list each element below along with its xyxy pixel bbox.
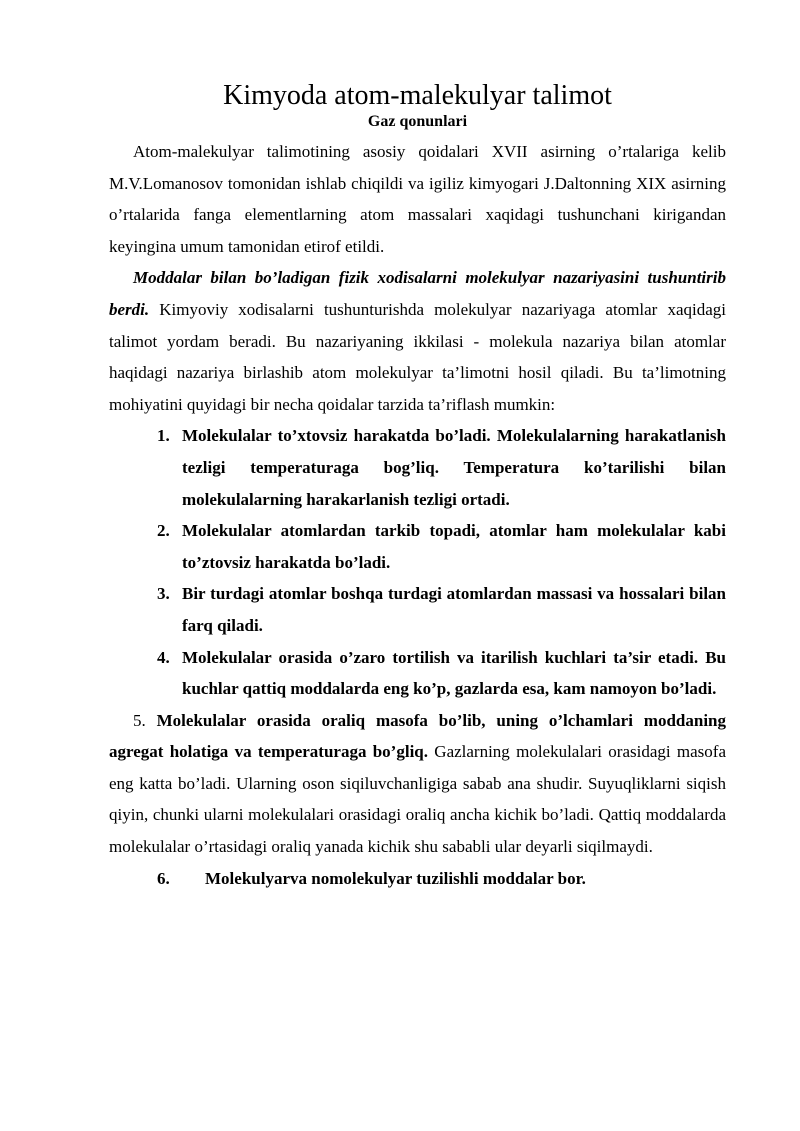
paragraph-rule-5 — [109, 705, 726, 863]
document-title: Kimyoda atom-malekulyar talimot — [223, 80, 612, 111]
list-item-number: 1. — [157, 426, 170, 446]
document-subtitle: Gaz qonunlari — [367, 113, 468, 130]
rule-6-text: Molekulyarva nomolekulyar tuzilishli moddalar bor. — [205, 868, 586, 888]
paragraph-intro: Atom-malekulyar talimotining asosiy qoidalari XVII asirning o’rtalariga kelib M.V.Lomanosov tomonidan ishlab chiqildi va igiliz kimyogari J.Daltonning XIX asirning o’rtalarida fanga elementlarning atom massalari xaqidagi tushunchani kirigandan keyingina umum tamonidan etirof etildi. — [109, 142, 726, 256]
list-item-text: Molekulalar orasida o’zaro tortilish va itarilish kuchlari ta’sir etadi. Bu kuchlar qattiq moddalarda eng ko’p, gazlarda esa, kam namoyon bo’ladi. — [182, 647, 726, 699]
list-item-text: Molekulalar to’xtovsiz harakatda bo’ladi. Molekulalarning harakatlanish tezligi temperaturaga bog’liq. Temperatura ko’tarilishi bilan molekulalarning harakarlanish tezligi ortadi. — [182, 426, 726, 509]
rule-5-number: 5. — [133, 710, 146, 730]
paragraph-theory-body: Kimyoviy xodisalarni tushunturishda molekulyar nazariyaga atomlar xaqidagi talimot yordam beradi. Bu nazariyaning ikkilasi - molekula nazariya bilan atomlar haqidagi nazariya birlashib atom molekulyar ta’limotni hosil qiladi. Bu ta’limotning mohiyatini quyidagi bir necha qoidalar tarzida ta’riflash mumkin: — [109, 299, 726, 414]
document-page — [109, 80, 726, 894]
rule-5-bold: Molekulalar orasida oraliq masofa bo’lib, uning o’lchamlari moddaning agregat holatiga va temperaturaga bo’gliq. — [109, 710, 727, 762]
paragraph-theory-lead: Moddalar bilan bo’ladigan fizik xodisalarni molekulyar nazariyasini tushuntirib berdi. — [109, 268, 726, 319]
list-item — [109, 578, 726, 641]
paragraph-theory — [109, 262, 726, 420]
list-item-number: 3. — [157, 584, 170, 604]
rule-6-number: 6. — [157, 868, 170, 888]
rules-list — [109, 420, 726, 704]
list-item-number: 2. — [157, 521, 170, 541]
list-item — [109, 420, 726, 515]
rule-5-body: Gazlarning molekulalari orasidagi masofa eng katta bo’ladi. Ularning oson siqiluvchanligiga sabab ana shudir. Suyuqliklarni siqish qiyin, chunki ularni molekulalari orasidagi oraliq ancha kichik bo’ladi. Qattiq moddalarda molekulalar o’rtasidagi oraliq yanada kichik shu sababli ular deyarli siqilmaydi. — [109, 742, 726, 857]
rule-6 — [109, 863, 726, 895]
list-item — [109, 515, 726, 578]
list-item — [109, 642, 726, 705]
list-item-number: 4. — [157, 647, 170, 667]
list-item-text: Molekulalar atomlardan tarkib topadi, atomlar ham molekulalar kabi to’ztovsiz harakatda bo’ladi. — [182, 521, 726, 572]
list-item-text: Bir turdagi atomlar boshqa turdagi atomlardan massasi va hossalari bilan farq qiladi. — [182, 584, 726, 635]
